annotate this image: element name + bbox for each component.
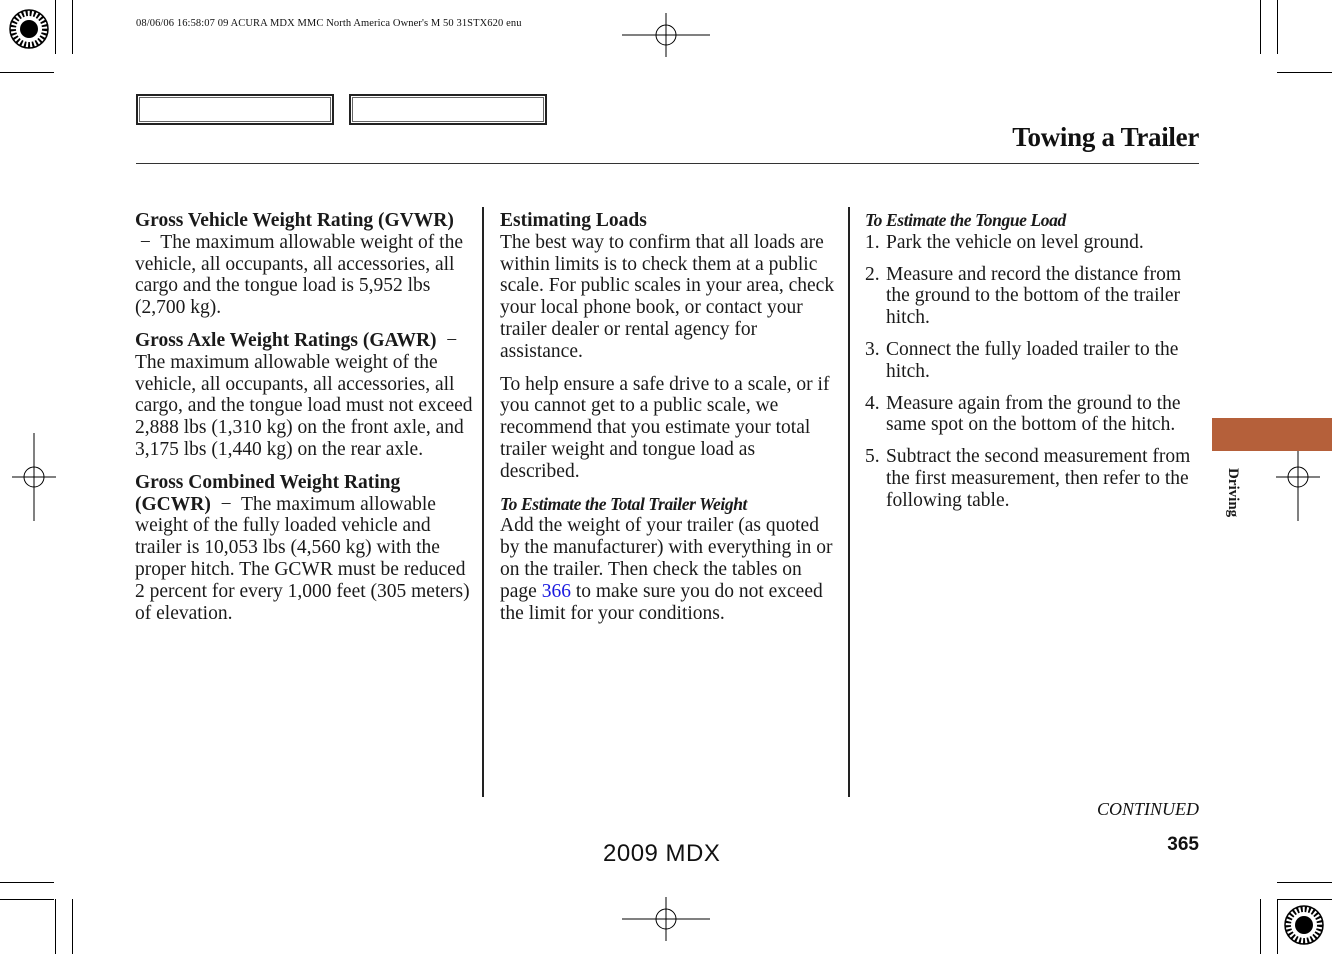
page-title: Towing a Trailer	[1012, 122, 1199, 152]
step-number: 4.	[865, 392, 880, 414]
column-weight-ratings	[135, 210, 475, 635]
step-item	[865, 393, 1199, 437]
crop-mark	[1277, 899, 1278, 954]
continued-label: CONTINUED	[1096, 799, 1199, 819]
print-header: 08/06/06 16:58:07 09 ACURA MDX MMC North America Owner's M 50 31STX620 enu	[136, 18, 522, 29]
column-estimating-loads	[500, 210, 838, 635]
loads-text: The best way to confirm that all loads are within limits is to check them at a public scale. For public scales in your area, check your local phone book, or contact your trailer dealer or rental agency for assistance.	[500, 231, 835, 362]
title-rule	[136, 163, 1199, 164]
crop-mark	[72, 899, 73, 954]
tongue-load-steps	[865, 232, 1199, 512]
total-weight-paragraph	[500, 494, 838, 625]
crop-mark	[1260, 0, 1261, 54]
step-item	[865, 232, 1199, 254]
crosshair-mark-icon	[622, 897, 710, 941]
page-366-link[interactable]: 366	[541, 580, 571, 602]
gawr-paragraph	[135, 330, 475, 461]
column-tongue-load	[865, 210, 1199, 522]
column-separator	[482, 207, 484, 797]
total-weight-text-end: to make sure you do not exceed the limit for your conditions.	[500, 580, 823, 624]
crosshair-mark-icon	[12, 433, 56, 521]
gcwr-text: The maximum allowable weight of the fully loaded vehicle and trailer is 10,053 lbs (4,560 kg) with the proper hitch. The GCWR must be reduced 2 percent for every 1,000 feet (305 meters) of elevation.	[135, 493, 470, 624]
step-text: Subtract the second measurement from the first measurement, then refer to the following table.	[886, 446, 1191, 511]
crop-mark	[1260, 899, 1261, 954]
loads-heading: Estimating Loads	[500, 210, 647, 231]
step-text: Connect the fully loaded trailer to the hitch.	[886, 338, 1179, 382]
crop-mark	[1277, 0, 1278, 54]
section-tab-label: Driving	[1225, 468, 1241, 518]
loads-paragraph	[500, 210, 838, 363]
gawr-heading: Gross Axle Weight Ratings (GAWR)	[135, 329, 437, 351]
main-menu-button[interactable]	[136, 94, 334, 125]
step-number: 5.	[865, 446, 880, 468]
step-item	[865, 446, 1199, 511]
total-weight-text: Add the weight of your trailer (as quoted by the manufacturer) with everything in or on the trailer. Then check the tables on page	[500, 515, 833, 602]
dash: −	[139, 231, 151, 253]
gvwr-heading: Gross Vehicle Weight Rating (GVWR)	[135, 210, 454, 231]
gawr-text: The maximum allowable weight of the vehicle, all occupants, all accessories, all cargo, and the tongue load must not exceed 2,888 lbs (1,310 kg) on the front axle, and 3,175 lbs (1,440 kg) on the rear axle.	[135, 351, 473, 460]
crop-mark	[72, 0, 73, 54]
crosshair-mark-icon	[622, 13, 710, 57]
step-number: 1.	[865, 231, 880, 253]
tongue-load-heading: To Estimate the Tongue Load	[865, 210, 1066, 230]
table-of-contents-button[interactable]	[349, 94, 547, 125]
crop-mark	[0, 899, 54, 900]
step-text: Park the vehicle on level ground.	[886, 231, 1144, 253]
step-item	[865, 264, 1199, 329]
column-separator	[848, 207, 850, 797]
registration-target-icon	[1283, 904, 1325, 946]
total-weight-heading: To Estimate the Total Trailer Weight	[500, 493, 747, 514]
gcwr-heading: Gross Combined Weight Rating (GCWR)	[135, 471, 401, 515]
gvwr-text: The maximum allowable weight of the vehicle, all occupants, all accessories, all cargo and the tongue load is 5,952 lbs (2,700 kg).	[135, 231, 463, 319]
registration-target-icon	[8, 8, 50, 50]
crop-mark	[1277, 882, 1332, 883]
scale-paragraph: To help ensure a safe drive to a scale, or if you cannot get to a public scale, we recommend that you estimate your total trailer weight and tongue load as described.	[500, 373, 830, 482]
step-text: Measure and record the distance from the ground to the bottom of the trailer hitch.	[886, 263, 1182, 329]
crop-mark	[55, 899, 56, 954]
section-tab[interactable]	[1212, 418, 1332, 451]
crop-mark	[0, 882, 54, 883]
gcwr-paragraph	[135, 472, 475, 625]
gvwr-paragraph	[135, 210, 475, 319]
footer-model: 2009 MDX	[603, 840, 721, 867]
step-text: Measure again from the ground to the same spot on the bottom of the hitch.	[886, 392, 1181, 436]
crop-mark	[55, 0, 56, 54]
step-item	[865, 339, 1199, 383]
dash: −	[446, 329, 458, 351]
crop-mark	[0, 72, 54, 73]
step-number: 3.	[865, 338, 880, 360]
step-number: 2.	[865, 263, 880, 285]
page-number: 365	[1167, 834, 1199, 855]
crop-mark	[1277, 899, 1332, 900]
crop-mark	[1277, 72, 1332, 73]
dash: −	[220, 493, 232, 515]
